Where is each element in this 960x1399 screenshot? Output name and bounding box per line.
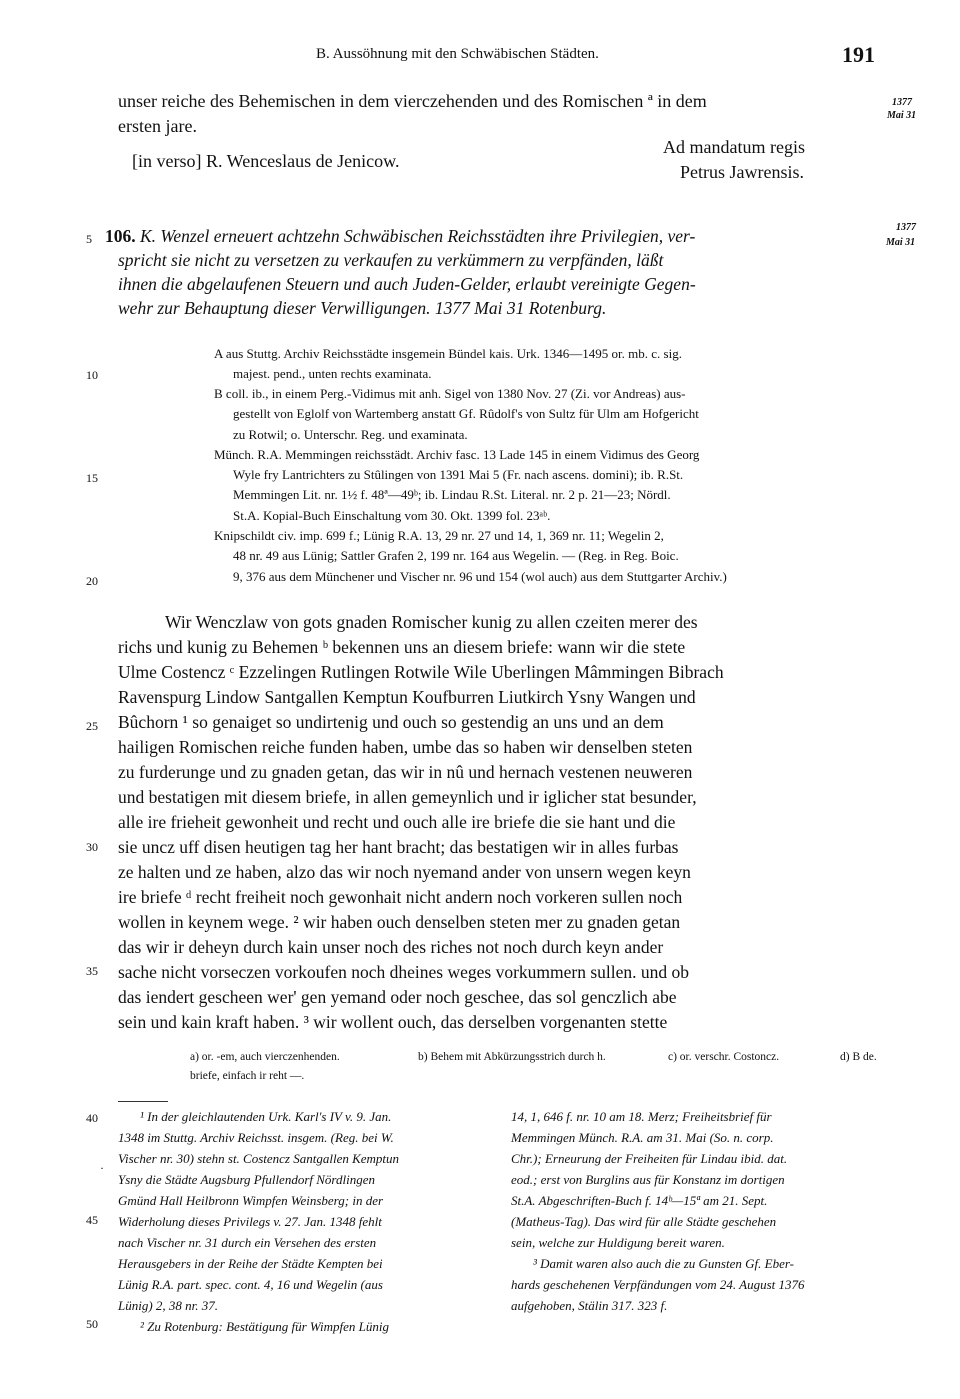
- text-line: alle ire frieheit gewonheit und recht und ouch alle ire briefe die sie hant und die: [118, 812, 676, 832]
- margin-date-1: Mai 31: [887, 110, 917, 121]
- prev-doc-line-1: unser reiche des Behemischen in dem vierczehenden und des Romischen ª in dem: [118, 91, 707, 111]
- source-line: B coll. ib., in einem Perg.-Vidimus mit anh. Sigel von 1380 Nov. 27 (Zi. vor Andreas) aus-: [214, 386, 686, 401]
- text-line: ire briefe ᵈ recht freiheit noch gewonhait nicht andern noch vorkeren sullen noch: [118, 887, 683, 907]
- text-line: sie uncz uff disen heutigen tag her hant bracht; das bestatigen wir in alles furbas: [118, 837, 679, 857]
- footnote-right-line: St.A. Abgeschriften-Buch f. 14ᵇ—15ª am 21. Sept.: [511, 1193, 768, 1208]
- footnote-left-line: Vischer nr. 30) stehn st. Costencz Santgallen Kemptun: [118, 1151, 400, 1166]
- footnote-right-line: hards geschehenen Verpfändungen vom 24. August 1376: [511, 1277, 805, 1292]
- source-line: 9, 376 aus dem Münchener und Vischer nr. 96 und 154 (wol auch) aus dem Stuttgarter Archiv.): [233, 569, 727, 584]
- text-line: sache nicht vorseczen vorkoufen noch dheines weges vorkummern sullen. und ob: [118, 962, 690, 982]
- margin-year-2: 1377: [896, 222, 916, 233]
- regest-line-4: wehr zur Behauptung dieser Verwilligungen. 1377 Mai 31 Rotenburg.: [118, 298, 607, 318]
- prev-doc-mandate-2: Petrus Jawrensis.: [680, 162, 804, 182]
- regest-text: K. Wenzel erneuert achtzehn Schwäbischen Reichsstädten ihre Privilegien, ver-: [140, 226, 696, 246]
- source-line: Münch. R.A. Memmingen reichsstädt. Archiv fasc. 13 Lade 145 in einem Vidimus des Georg: [214, 447, 700, 462]
- footnote-right-line: Memmingen Münch. R.A. am 31. Mai (So. n. corp.: [511, 1130, 774, 1145]
- text-line: wollen in keynem wege. ² wir haben ouch denselben steten mer zu gnaden getan: [118, 912, 681, 932]
- line-number: 10: [86, 368, 98, 382]
- regest-line-2: spricht sie nicht zu versetzen zu verkaufen zu verkümmern zu verpfänden, läßt: [118, 250, 664, 270]
- text-line: das wir ir deheyn durch kain unser noch des riches not noch durch keyn ander: [118, 937, 664, 957]
- line-number: 30: [86, 840, 98, 854]
- regest-number: 106.: [105, 226, 136, 246]
- footnote-right-line: sein, welche zur Huldigung bereit waren.: [511, 1235, 725, 1250]
- source-line: St.A. Kopial-Buch Einschaltung vom 30. Okt. 1399 fol. 23ᵃᵇ.: [233, 508, 551, 523]
- regest-line-1: [105, 226, 695, 247]
- footnote-right-line: eod.; erst von Burglins aus für Konstanz im dortigen: [511, 1172, 785, 1187]
- footnote-left-line: Widerholung dieses Privilegs v. 27. Jan. 1348 fehlt: [118, 1214, 382, 1229]
- footnote-left-line: ² Zu Rotenburg: Bestätigung für Wimpfen Lünig: [140, 1319, 389, 1334]
- footnote-left-line: Lünig R.A. part. spec. cont. 4, 16 und Wegelin (aus: [118, 1277, 383, 1292]
- line-number: 20: [86, 574, 98, 588]
- text-line: zu furderunge und zu gnaden getan, das wir in nû und hernach vestenen neuweren: [118, 762, 693, 782]
- footnote-right-line: aufgehoben, Stälin 317. 323 f.: [511, 1298, 668, 1313]
- source-line: 48 nr. 49 aus Lünig; Sattler Grafen 2, 199 nr. 164 aus Wegelin. — (Reg. in Reg. Boic.: [233, 548, 679, 563]
- text-line: sein und kain kraft haben. ³ wir wollent ouch, das derselben vorgenanten stette: [118, 1012, 668, 1032]
- apparatus-note-cont: briefe, einfach ir reht —.: [190, 1070, 305, 1082]
- page-number: 191: [842, 42, 875, 67]
- source-line: gestellt von Eglolf von Wartemberg anstatt Gf. Rûdolf's von Sultz für Ulm am Hofgericht: [233, 406, 699, 421]
- footnote-left-line: Ysny die Städte Augsburg Pfullendorf Nördlingen: [118, 1172, 375, 1187]
- source-line: A aus Stuttg. Archiv Reichsstädte insgemein Bündel kais. Urk. 1346—1495 or. mb. c. sig.: [214, 346, 682, 361]
- prev-doc-mandate-1: Ad mandatum regis: [663, 137, 805, 157]
- margin-year-1: 1377: [892, 97, 912, 108]
- line-number: 45: [86, 1213, 98, 1227]
- text-line: richs und kunig zu Behemen ᵇ bekennen uns an diesem briefe: wann wir die stete: [118, 637, 686, 657]
- footnote-right-line: ³ Damit waren also auch die zu Gunsten Gf. Eber-: [533, 1256, 794, 1271]
- footnote-left-line: 1348 im Stuttg. Archiv Reichsst. insgem. (Reg. bei W.: [118, 1130, 394, 1145]
- apparatus-note-d: d) B de.: [840, 1051, 877, 1063]
- text-line: Wir Wenczlaw von gots gnaden Romischer kunig zu allen czeiten merer des: [165, 612, 698, 632]
- source-line: Knipschildt civ. imp. 699 f.; Lünig R.A. 13, 29 nr. 27 und 14, 1, 369 nr. 11; Wegelin 2,: [214, 528, 664, 543]
- text-line: Ulme Costencz ᶜ Ezzelingen Rutlingen Rotwile Wile Uberlingen Mâmmingen Bibrach: [118, 662, 724, 682]
- footnote-left-line: nach Vischer nr. 31 durch ein Versehen des ersten: [118, 1235, 377, 1250]
- footnote-right-line: (Matheus-Tag). Das wird für alle Städte geschehen: [511, 1214, 777, 1229]
- line-number: 35: [86, 964, 98, 978]
- source-line: Memmingen Lit. nr. 1½ f. 48ª—49ᵇ; ib. Lindau R.St. Literal. nr. 2 p. 21—23; Nördl.: [233, 487, 671, 502]
- line-number: 25: [86, 719, 98, 733]
- line-marker-dot: ·: [100, 1161, 104, 1175]
- apparatus-note-a: a) or. -em, auch vierczenhenden.: [190, 1051, 340, 1063]
- text-line: das iendert gescheen wer' gen yemand oder noch geschee, das sol genczlich abe: [118, 987, 677, 1007]
- text-line: und bestatigen mit diesem briefe, in allen gemeynlich und ir iglicher stat besunder,: [118, 787, 697, 807]
- line-number: 15: [86, 471, 98, 485]
- text-line: ze halten und ze haben, alzo das wir noch nyemand ander von unsern wegen keyn: [118, 862, 691, 882]
- text-line: Ravenspurg Lindow Santgallen Kemptun Koufburren Liutkirch Ysny Wangen und: [118, 687, 696, 707]
- footnote-left-line: Gmünd Hall Heilbronn Wimpfen Weinsberg; in der: [118, 1193, 384, 1208]
- apparatus-note-c: c) or. verschr. Costoncz.: [668, 1051, 780, 1063]
- prev-doc-line-2: ersten jare.: [118, 116, 197, 136]
- source-line: majest. pend., unten rechts examinata.: [233, 366, 432, 381]
- footnote-left-line: Lünig) 2, 38 nr. 37.: [118, 1298, 219, 1313]
- regest-line-3: ihnen die abgelaufenen Steuern und auch Juden-Gelder, erlaubt vereinigte Gegen-: [118, 274, 696, 294]
- line-number: 50: [86, 1317, 98, 1331]
- prev-doc-verso: [in verso] R. Wenceslaus de Jenicow.: [132, 151, 400, 171]
- text-line: Bûchorn ¹ so genaiget so undirtenig und ouch so gestendig an uns und an dem: [118, 712, 664, 732]
- source-line: Wyle fry Lantrichters zu Stûlingen von 1391 Mai 5 (Fr. nach ascens. domini); ib. R.St.: [233, 467, 684, 482]
- running-title: B. Aussöhnung mit den Schwäbischen Städten.: [316, 46, 599, 62]
- line-number: 40: [86, 1111, 98, 1125]
- footnote-right-line: Chr.); Erneurung der Freiheiten für Lindau ibid. dat.: [511, 1151, 788, 1166]
- footnote-left-line: Herausgebers in der Reihe der Städte Kempten bei: [118, 1256, 383, 1271]
- footnote-left-line: ¹ In der gleichlautenden Urk. Karl's IV v. 9. Jan.: [140, 1109, 392, 1124]
- line-number: 5: [86, 232, 92, 246]
- footnote-rule: [118, 1101, 168, 1102]
- footnote-right-line: 14, 1, 646 f. nr. 10 am 18. Merz; Freiheitsbrief für: [511, 1109, 772, 1124]
- margin-date-2: Mai 31: [886, 237, 916, 248]
- apparatus-note-b: b) Behem mit Abkürzungsstrich durch h.: [418, 1051, 606, 1063]
- source-line: zu Rotwil; o. Unterschr. Reg. und examinata.: [233, 427, 468, 442]
- text-line: hailigen Romischen reiche funden haben, umbe das so haben wir denselben steten: [118, 737, 693, 757]
